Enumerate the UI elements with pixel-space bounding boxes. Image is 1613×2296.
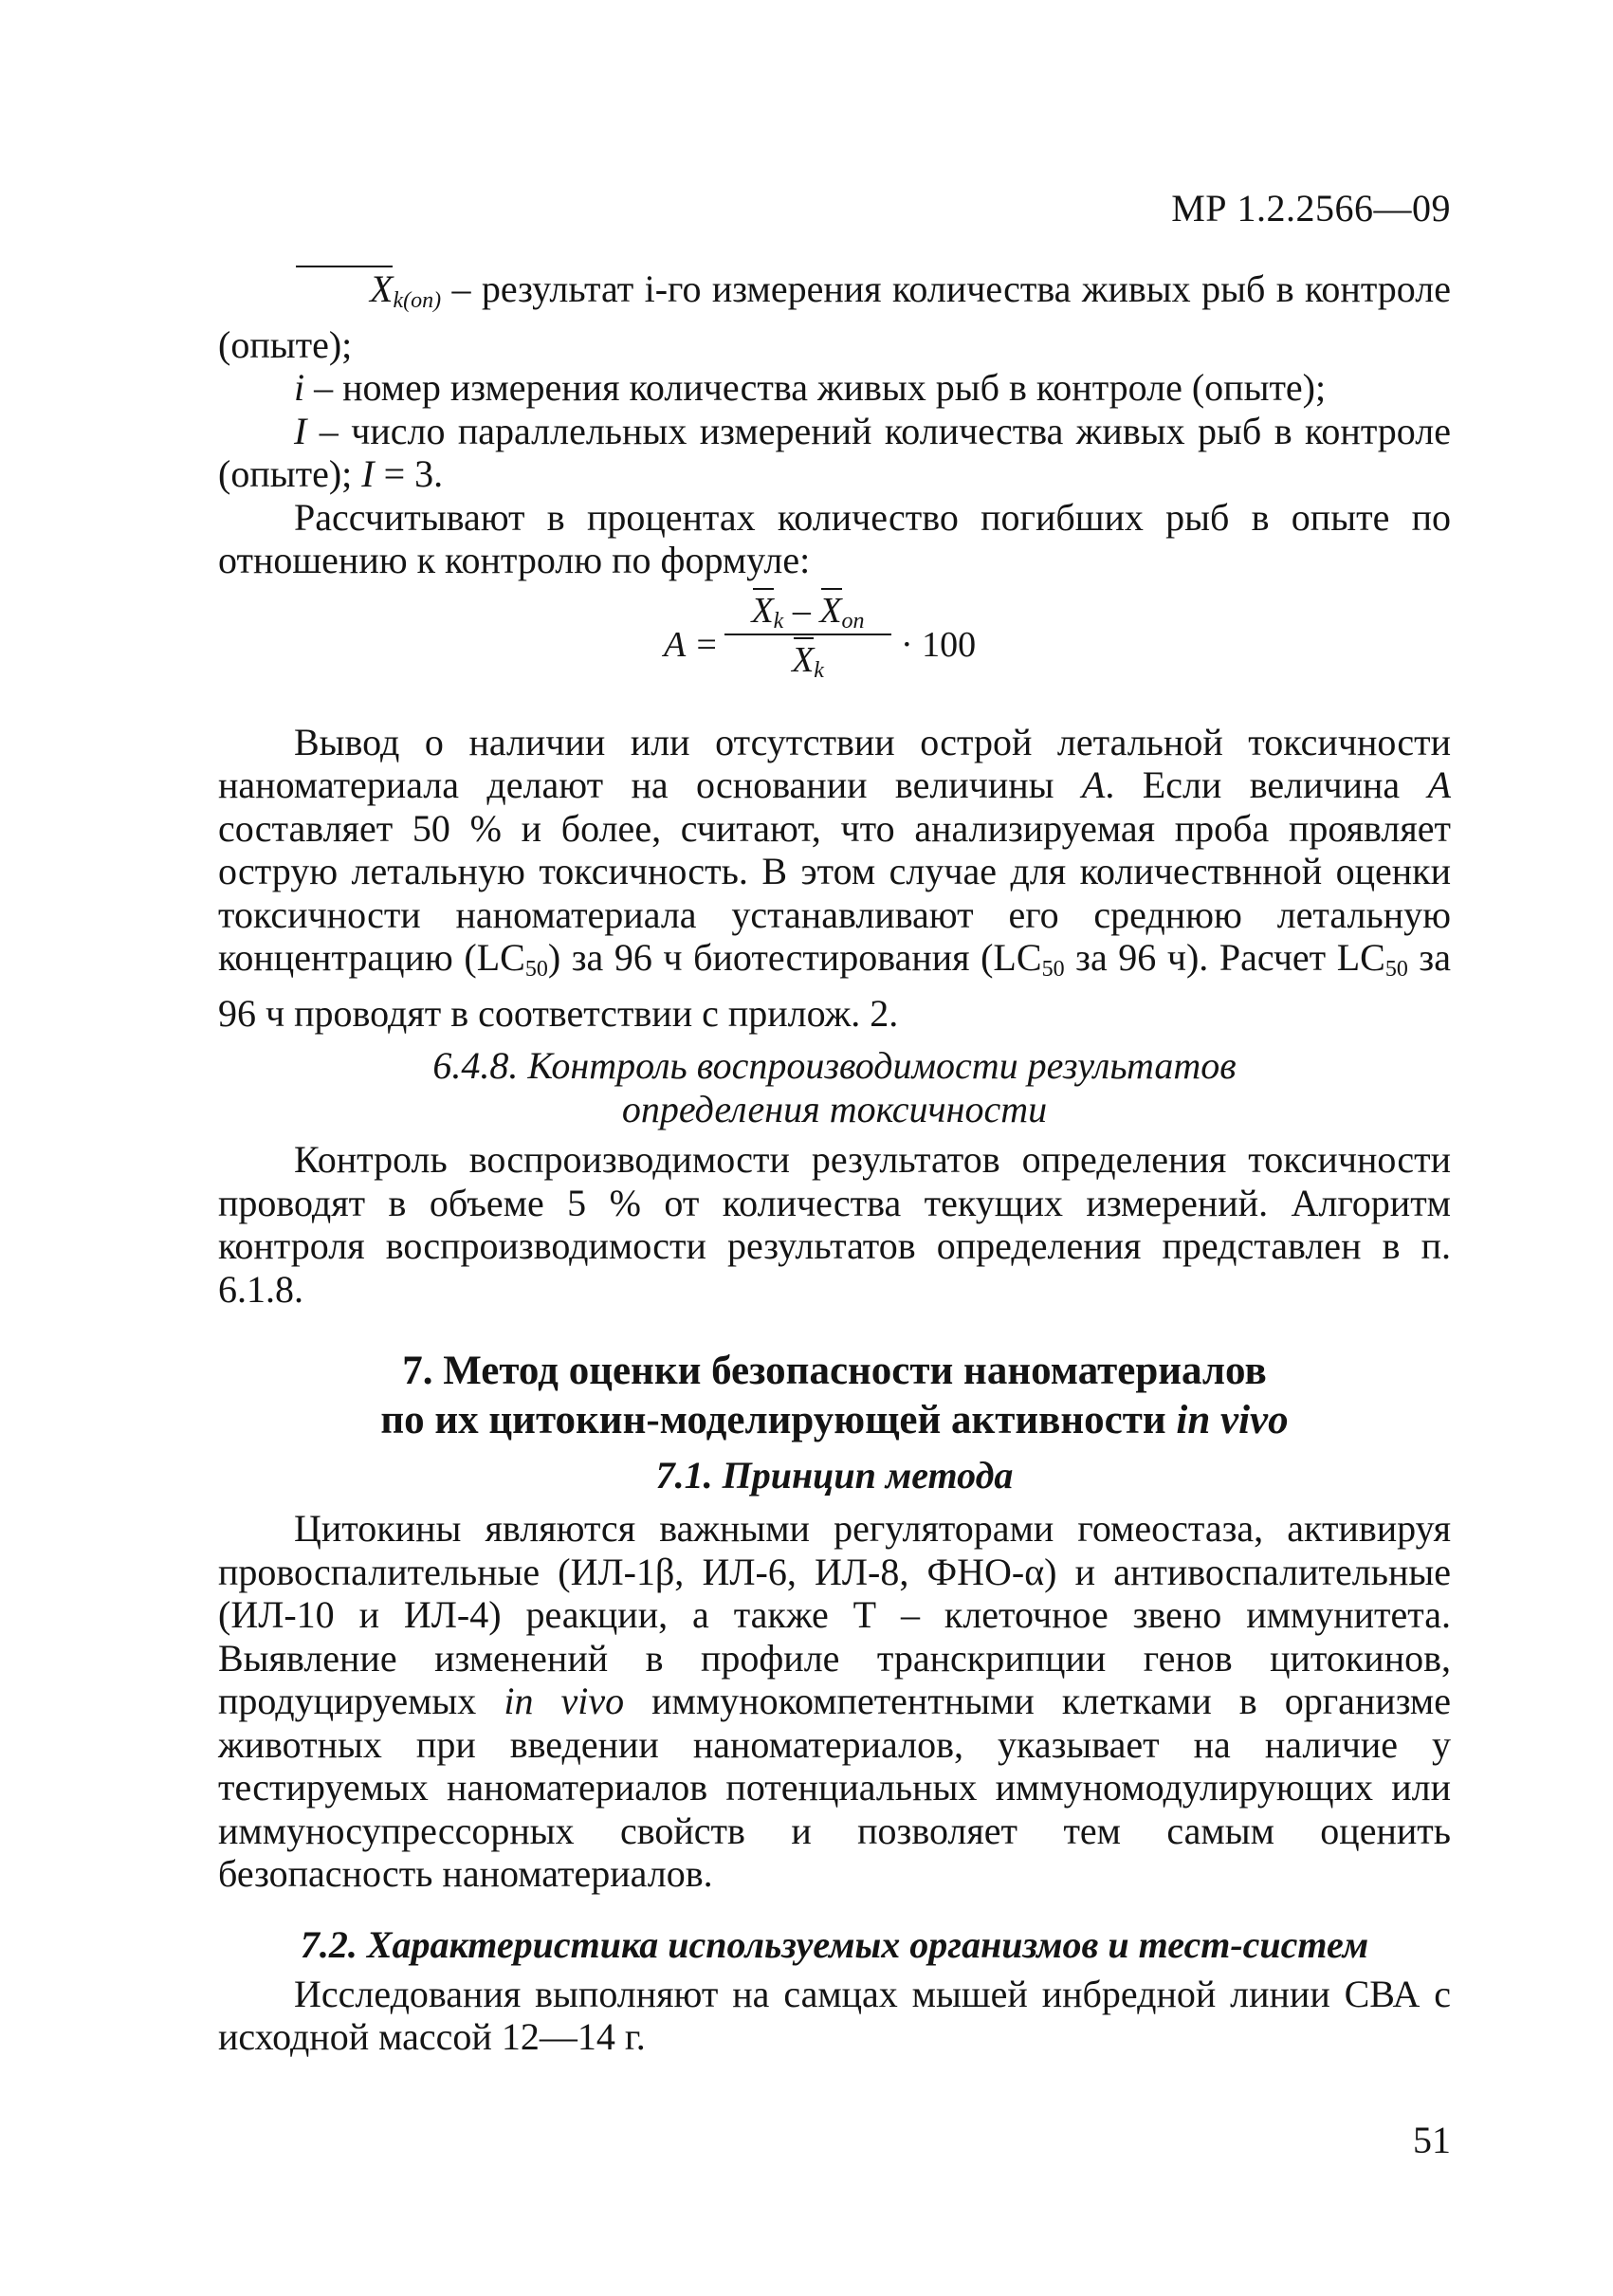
legend-I-text: – число параллельных измерений количества живых рыб в контроле (опыте);	[218, 409, 1451, 495]
formula-fraction	[723, 590, 893, 684]
subscript-50: 50	[1384, 957, 1408, 982]
formula-xk-sub: k	[773, 608, 784, 634]
text-run: иммунокомпетентными клетками в организме животных при введении наноматериалов, указывает на наличие у тестируемых наноматериалов потенциальных иммуномодулирующих или иммуносупрессорных свойств и позволяет тем самым оценить безопасность наноматериалов.	[218, 1680, 1451, 1895]
symbol-x-bar: X	[294, 267, 393, 311]
formula-numerator	[723, 590, 893, 634]
organisms-paragraph: Исследования выполняют на самцах мышей инбредной линии СВА с исходной массой 12—14 г.	[218, 1972, 1451, 2058]
reproducibility-paragraph: Контроль воспроизводимости результатов определения токсичности проводят в объеме 5 % от количества текущих измерений. Алгоритм контроля воспроизводимости результатов определения представлен в п. 6.1.8.	[218, 1138, 1451, 1311]
italic-in-vivo: in vivo	[504, 1680, 625, 1722]
section-heading-text: по их цитокин-моделирующей активности	[380, 1398, 1177, 1442]
symbol-a: A	[1081, 763, 1106, 806]
subsection-heading-7-1: 7.1. Принцип метода	[655, 1454, 1014, 1497]
formula-minus: –	[783, 590, 820, 631]
text-run: Вывод о наличии или отсутствии острой летальной токсичности наноматериала делают на основании величины	[218, 720, 1451, 806]
text-run: . Если величина	[1105, 763, 1428, 806]
legend-xk	[218, 267, 1451, 366]
page-body	[218, 267, 1451, 2059]
page-number: 51	[1413, 2119, 1451, 2161]
formula-lhs: A =	[664, 624, 719, 665]
formula-den-sub: k	[814, 657, 824, 683]
symbol-x-subscript: k(оп)	[393, 288, 442, 313]
subscript-50: 50	[524, 957, 548, 982]
subscript-50: 50	[1041, 957, 1065, 982]
text-run: составляет 50 % и более, считают, что анализируемая проба проявляет острую летальную токсичность. В этом случае для количествнной оценки токсичности наноматериала устанавливают его среднюю летальную концентрацию (LC	[218, 806, 1451, 979]
subsection-heading-line: 6.4.8. Контроль воспроизводимости результатов	[432, 1044, 1237, 1087]
formula-xop-sub: оп	[841, 608, 865, 634]
section-7-heading	[218, 1347, 1451, 1445]
section-heading-line: 7. Метод оценки безопасности наноматериалов	[402, 1349, 1267, 1393]
formula-a	[218, 584, 1451, 717]
symbol-a: A	[1427, 763, 1452, 806]
document-page	[218, 0, 1451, 2296]
text-run: ) за 96 ч биотестирования (LC	[547, 936, 1042, 979]
legend-I-value: = 3.	[374, 452, 444, 495]
text-run: за 96 ч проводят в соответствии с прилож. 2.	[218, 936, 1451, 1035]
conclusion-paragraph	[218, 721, 1451, 1036]
formula-denominator	[723, 639, 893, 684]
formula-den-x: X	[792, 639, 815, 680]
legend-I	[218, 410, 1451, 496]
formula-rhs: · 100	[901, 624, 977, 665]
subsection-heading-7-2: 7.2. Характеристика используемых организмов и тест-систем	[300, 1922, 1369, 1966]
formula-xop: X	[819, 590, 842, 631]
formula-xk: X	[751, 590, 774, 631]
text-run: за 96 ч). Расчет LC	[1064, 936, 1385, 979]
section-heading-line	[218, 1396, 1451, 1445]
legend-xk-text: – результат i-го измерения количества живых рыб в контроле (опыте);	[218, 267, 1451, 366]
symbol-I-eq: I	[361, 452, 375, 495]
legend-i-text: – номер измерения количества живых рыб в контроле (опыте);	[304, 366, 1327, 409]
subsection-heading-6-4-8	[218, 1044, 1451, 1130]
subsection-heading-line: определения токсичности	[621, 1087, 1048, 1130]
text-run: Цитокины являются важными регуляторами гомеостаза, активируя провоспалительные (ИЛ-1β, ИЛ-6, ИЛ-8, ФНО-α) и антивоспалительные (ИЛ-10 и ИЛ-4) реакции, а также Т – клеточное звено иммунитета. Выявление изменений в профиле транскрипции генов цитокинов, продуцируемых	[218, 1507, 1451, 1722]
principle-paragraph	[218, 1507, 1451, 1896]
symbol-i: i	[294, 366, 305, 409]
symbol-I: I	[294, 409, 307, 452]
section-heading-italic: in vivo	[1176, 1398, 1289, 1442]
legend-i	[218, 366, 1451, 410]
formula-intro: Рассчитывают в процентах количество погибших рыб в опыте по отношению к контролю по формуле:	[218, 495, 1451, 581]
document-code: МР 1.2.2566—09	[1171, 187, 1451, 230]
